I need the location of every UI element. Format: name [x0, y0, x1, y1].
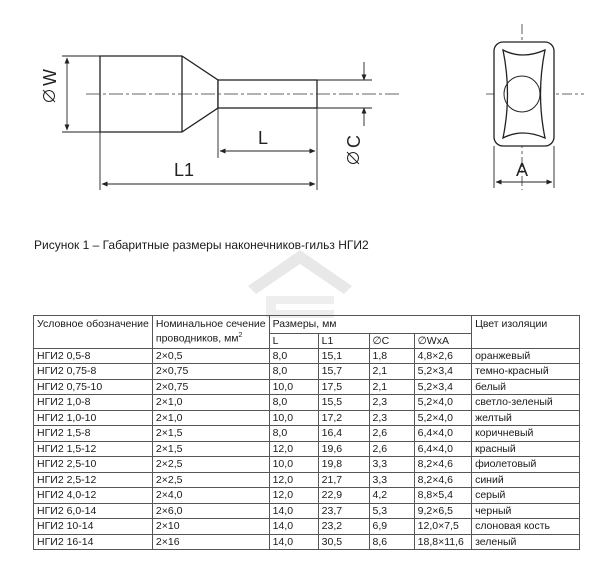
cell-l: 8,0 [269, 348, 318, 364]
cell-l1: 15,7 [318, 364, 369, 380]
subheader-l1: L1 [318, 333, 369, 348]
cell-color: серый [472, 488, 580, 504]
cell-l1: 17,5 [318, 379, 369, 395]
subheader-c: ∅C [369, 333, 414, 348]
figure-caption: Рисунок 1 – Габаритные размеры наконечников-гильз НГИ2 [34, 238, 369, 252]
ferrule-drawing [0, 0, 602, 200]
cell-c: 2,1 [369, 379, 414, 395]
header-section: Номинальное сечение проводников, $мм^2$ [152, 316, 269, 349]
cell-name: НГИ2 6,0-14 [34, 503, 153, 519]
cell-color: черный [472, 503, 580, 519]
table-row [34, 472, 580, 488]
cell-c: 2,3 [369, 395, 414, 411]
cell-color: желтый [472, 410, 580, 426]
cell-l: 12,0 [269, 441, 318, 457]
cell-c: 2,3 [369, 410, 414, 426]
ferrule-spec-table [33, 315, 580, 550]
cell-section: 2×16 [152, 534, 269, 550]
table-row [34, 348, 580, 364]
cell-c: 5,3 [369, 503, 414, 519]
cell-c: 3,3 [369, 472, 414, 488]
cell-wxa: 5,2×4,0 [414, 410, 471, 426]
cell-l1: 23,2 [318, 519, 369, 535]
cell-wxa: 18,8×11,6 [414, 534, 471, 550]
cell-name: НГИ2 1,5-12 [34, 441, 153, 457]
cell-section: 2×2,5 [152, 457, 269, 473]
cell-color: красный [472, 441, 580, 457]
table-row [34, 410, 580, 426]
cell-wxa: 5,2×3,4 [414, 364, 471, 380]
cell-section: 2×1,0 [152, 410, 269, 426]
cell-wxa: 6,4×4,0 [414, 441, 471, 457]
cell-l: 14,0 [269, 503, 318, 519]
header-designation: Условное обозначение [34, 316, 153, 349]
cell-name: НГИ2 2,5-12 [34, 472, 153, 488]
cell-section: 2×1,0 [152, 395, 269, 411]
cell-wxa: 6,4×4,0 [414, 426, 471, 442]
cell-wxa: 9,2×6,5 [414, 503, 471, 519]
cell-l: 10,0 [269, 457, 318, 473]
cell-section: 2×0,75 [152, 379, 269, 395]
cell-l: 10,0 [269, 379, 318, 395]
cell-section: 2×6,0 [152, 503, 269, 519]
cell-l1: 19,8 [318, 457, 369, 473]
table-row [34, 534, 580, 550]
cell-color: оранжевый [472, 348, 580, 364]
cell-color: слоновая кость [472, 519, 580, 535]
cell-l1: 22,9 [318, 488, 369, 504]
diameter-c-label [344, 135, 364, 164]
cell-wxa: 8,2×4,6 [414, 457, 471, 473]
cell-l: 14,0 [269, 519, 318, 535]
cell-c: 6,9 [369, 519, 414, 535]
width-a-label: A [516, 160, 529, 180]
cell-l: 14,0 [269, 534, 318, 550]
cell-section: 2×2,5 [152, 472, 269, 488]
cell-l1: 21,7 [318, 472, 369, 488]
table-row [34, 379, 580, 395]
cell-l1: 16,4 [318, 426, 369, 442]
table-row [34, 364, 580, 380]
cell-l: 8,0 [269, 426, 318, 442]
length-l-label: L [258, 128, 269, 148]
cell-c: 4,2 [369, 488, 414, 504]
svg-text:C: C [344, 135, 364, 148]
subheader-l: L [269, 333, 318, 348]
cell-section: 2×0,5 [152, 348, 269, 364]
cell-l1: 15,1 [318, 348, 369, 364]
table-row [34, 519, 580, 535]
cell-wxa: 12,0×7,5 [414, 519, 471, 535]
cell-name: НГИ2 2,5-10 [34, 457, 153, 473]
cell-l: 10,0 [269, 410, 318, 426]
cell-wxa: 8,2×4,6 [414, 472, 471, 488]
cell-section: 2×1,5 [152, 441, 269, 457]
table-header-row [34, 316, 580, 334]
cell-section: 2×4,0 [152, 488, 269, 504]
cell-name: НГИ2 10-14 [34, 519, 153, 535]
cell-l1: 15,5 [318, 395, 369, 411]
cell-c: 8,6 [369, 534, 414, 550]
header-color: Цвет изоляции [472, 316, 580, 349]
cell-l: 8,0 [269, 395, 318, 411]
cell-wxa: 5,2×3,4 [414, 379, 471, 395]
cell-color: синий [472, 472, 580, 488]
cell-color: темно-красный [472, 364, 580, 380]
cell-section: 2×0,75 [152, 364, 269, 380]
cell-color: фиолетовый [472, 457, 580, 473]
cell-color: белый [472, 379, 580, 395]
svg-text:W: W [40, 69, 60, 86]
cell-c: 3,3 [369, 457, 414, 473]
cell-c: 2,6 [369, 426, 414, 442]
cell-color: светло-зеленый [472, 395, 580, 411]
cell-c: 2,1 [369, 364, 414, 380]
table-row [34, 457, 580, 473]
cell-name: НГИ2 1,5-8 [34, 426, 153, 442]
cell-l: 8,0 [269, 364, 318, 380]
length-l1-label: L1 [174, 160, 195, 180]
cell-section: 2×10 [152, 519, 269, 535]
table-row [34, 503, 580, 519]
cell-section: 2×1,5 [152, 426, 269, 442]
cell-name: НГИ2 0,5-8 [34, 348, 153, 364]
header-dimensions: Размеры, мм [269, 316, 471, 334]
subheader-wxa: ∅WxA [414, 333, 471, 348]
ferrule-end-view [494, 42, 554, 146]
cell-l1: 30,5 [318, 534, 369, 550]
cell-name: НГИ2 16-14 [34, 534, 153, 550]
table-row [34, 488, 580, 504]
cell-name: НГИ2 0,75-8 [34, 364, 153, 380]
cell-c: 1,8 [369, 348, 414, 364]
cell-wxa: 5,2×4,0 [414, 395, 471, 411]
table-row [34, 426, 580, 442]
cell-wxa: 8,8×5,4 [414, 488, 471, 504]
cell-l1: 23,7 [318, 503, 369, 519]
cell-c: 2,6 [369, 441, 414, 457]
table-row [34, 441, 580, 457]
table-row [34, 395, 580, 411]
cell-name: НГИ2 0,75-10 [34, 379, 153, 395]
diameter-w-label [40, 69, 60, 102]
cell-name: НГИ2 1,0-10 [34, 410, 153, 426]
cell-color: зеленый [472, 534, 580, 550]
cell-l: 12,0 [269, 472, 318, 488]
cell-name: НГИ2 4,0-12 [34, 488, 153, 504]
cell-color: коричневый [472, 426, 580, 442]
cell-name: НГИ2 1,0-8 [34, 395, 153, 411]
cell-wxa: 4,8×2,6 [414, 348, 471, 364]
cell-l1: 19,6 [318, 441, 369, 457]
cell-l: 12,0 [269, 488, 318, 504]
cell-l1: 17,2 [318, 410, 369, 426]
